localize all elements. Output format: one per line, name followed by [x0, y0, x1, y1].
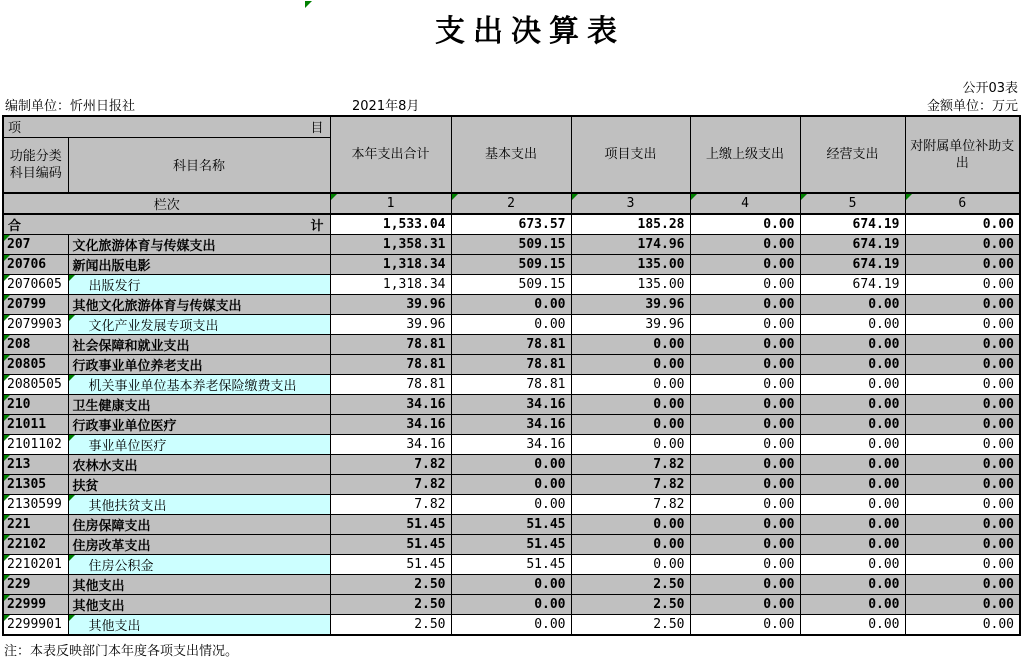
amount-cell: 0.00: [690, 375, 800, 395]
amount-cell: 0.00: [905, 315, 1020, 335]
amount-cell: 7.82: [330, 455, 451, 475]
amount-cell: 7.82: [571, 495, 690, 515]
subject-code: 207: [3, 235, 68, 255]
total-label-right: 计: [310, 219, 324, 234]
table-row: [3, 395, 1020, 415]
subject-code: 213: [3, 455, 68, 475]
amount-cell: 2.50: [571, 595, 690, 615]
amount-cell: 509.15: [451, 235, 571, 255]
amount-cell: 0.00: [905, 255, 1020, 275]
subject-name: 机关事业单位基本养老保险缴费支出: [68, 375, 330, 395]
amount-cell: 78.81: [451, 375, 571, 395]
amount-cell: 0.00: [690, 255, 800, 275]
table-row: [3, 255, 1020, 275]
amount-cell: 78.81: [330, 375, 451, 395]
amount-cell: 0.00: [800, 335, 905, 355]
column-header-upper-level: 上缴上级支出: [690, 116, 800, 193]
table-row: [3, 415, 1020, 435]
amount-cell: 34.16: [451, 415, 571, 435]
subject-code: 2080505: [3, 375, 68, 395]
code-header-line2: 科目编码: [9, 165, 62, 181]
subject-code: 20799: [3, 295, 68, 315]
amount-cell: 78.81: [451, 335, 571, 355]
amount-cell: 7.82: [571, 475, 690, 495]
amount-cell: 0.00: [905, 555, 1020, 575]
amount-cell: 0.00: [800, 435, 905, 455]
amount-cell: 0.00: [451, 315, 571, 335]
amount-cell: 0.00: [800, 595, 905, 615]
project-right-char: 目: [310, 121, 324, 136]
column-header-total: 本年支出合计: [330, 116, 451, 193]
amount-cell: 1,533.04: [330, 214, 451, 235]
amount-cell: 1,318.34: [330, 275, 451, 295]
amount-cell: 673.57: [451, 214, 571, 235]
column-header-operating: 经营支出: [800, 116, 905, 193]
amount-cell: 0.00: [800, 395, 905, 415]
subject-code: 229: [3, 575, 68, 595]
amount-cell: 51.45: [330, 515, 451, 535]
amount-cell: 0.00: [690, 555, 800, 575]
subject-name: 新闻出版电影: [68, 255, 330, 275]
amount-cell: 0.00: [690, 355, 800, 375]
amount-cell: 0.00: [800, 475, 905, 495]
amount-cell: 34.16: [330, 395, 451, 415]
amount-cell: 0.00: [690, 435, 800, 455]
amount-cell: 0.00: [800, 535, 905, 555]
amount-cell: 2.50: [330, 575, 451, 595]
subject-name: 扶贫: [68, 475, 330, 495]
amount-cell: 674.19: [800, 275, 905, 295]
amount-cell: 0.00: [905, 214, 1020, 235]
amount-cell: 0.00: [905, 515, 1020, 535]
amount-cell: 34.16: [330, 435, 451, 455]
amount-cell: 51.45: [330, 555, 451, 575]
amount-cell: 0.00: [690, 455, 800, 475]
lanci-number: 3: [571, 193, 690, 214]
table-code-label: 公开03表: [962, 81, 1018, 96]
amount-cell: 0.00: [690, 535, 800, 555]
amount-cell: 78.81: [330, 355, 451, 375]
amount-cell: 0.00: [690, 315, 800, 335]
subject-name: 行政事业单位医疗: [68, 415, 330, 435]
lanci-number: 2: [451, 193, 571, 214]
amount-cell: 0.00: [451, 615, 571, 636]
amount-cell: 185.28: [571, 214, 690, 235]
subject-code: 2070605: [3, 275, 68, 295]
amount-cell: 39.96: [571, 315, 690, 335]
column-header-subsidy: 对附属单位补助支出: [905, 116, 1020, 193]
subject-code: 21305: [3, 475, 68, 495]
header-row-lanci: [3, 193, 1020, 214]
amount-cell: 674.19: [800, 235, 905, 255]
error-marker-icon: [305, 1, 312, 8]
amount-cell: 0.00: [571, 515, 690, 535]
amount-cell: 0.00: [905, 355, 1020, 375]
amount-cell: 0.00: [905, 275, 1020, 295]
amount-cell: 0.00: [451, 295, 571, 315]
subject-code: 2101102: [3, 435, 68, 455]
amount-cell: 0.00: [690, 515, 800, 535]
amount-cell: 135.00: [571, 275, 690, 295]
amount-cell: 51.45: [330, 535, 451, 555]
total-row-label: [3, 214, 330, 235]
amount-cell: 2.50: [330, 615, 451, 636]
subject-name: 其他支出: [68, 575, 330, 595]
subject-name: 其他支出: [68, 615, 330, 636]
amount-cell: 0.00: [571, 395, 690, 415]
amount-cell: 0.00: [905, 475, 1020, 495]
subject-code: 2210201: [3, 555, 68, 575]
table-row: [3, 355, 1020, 375]
subject-name: 事业单位医疗: [68, 435, 330, 455]
amount-cell: 34.16: [451, 435, 571, 455]
amount-cell: 0.00: [451, 475, 571, 495]
table-row: [3, 455, 1020, 475]
subject-name: 住房改革支出: [68, 535, 330, 555]
amount-cell: 0.00: [571, 555, 690, 575]
amount-cell: 0.00: [905, 535, 1020, 555]
amount-cell: 7.82: [571, 455, 690, 475]
amount-cell: 0.00: [690, 395, 800, 415]
amount-cell: 0.00: [690, 335, 800, 355]
subject-code: 2079903: [3, 315, 68, 335]
amount-cell: 0.00: [571, 335, 690, 355]
table-row: [3, 295, 1020, 315]
amount-cell: 135.00: [571, 255, 690, 275]
table-row: [3, 495, 1020, 515]
compiling-unit-label: 编制单位：忻州日报社: [5, 99, 136, 114]
amount-cell: 0.00: [905, 395, 1020, 415]
table-row: [3, 555, 1020, 575]
subject-name: 其他支出: [68, 595, 330, 615]
column-header-project-expense: 项目支出: [571, 116, 690, 193]
amount-cell: 0.00: [905, 595, 1020, 615]
amount-cell: 0.00: [571, 435, 690, 455]
amount-cell: 0.00: [905, 335, 1020, 355]
amount-cell: 0.00: [451, 595, 571, 615]
lanci-number: 5: [800, 193, 905, 214]
table-row: [3, 435, 1020, 455]
amount-cell: 0.00: [905, 375, 1020, 395]
amount-cell: 51.45: [451, 515, 571, 535]
amount-cell: 78.81: [451, 355, 571, 375]
subject-name: 其他文化旅游体育与传媒支出: [68, 295, 330, 315]
page-title: 支出决算表: [435, 14, 625, 49]
subject-code: 20805: [3, 355, 68, 375]
amount-cell: 0.00: [571, 375, 690, 395]
subject-code: 2299901: [3, 615, 68, 636]
amount-cell: 0.00: [905, 235, 1020, 255]
lanci-number: 6: [905, 193, 1020, 214]
amount-cell: 0.00: [905, 575, 1020, 595]
amount-cell: 0.00: [800, 295, 905, 315]
amount-cell: 0.00: [905, 455, 1020, 475]
amount-cell: 0.00: [800, 355, 905, 375]
amount-cell: 51.45: [451, 555, 571, 575]
amount-cell: 0.00: [800, 495, 905, 515]
subject-name: 住房保障支出: [68, 515, 330, 535]
subject-name: 行政事业单位养老支出: [68, 355, 330, 375]
amount-cell: 0.00: [690, 275, 800, 295]
subject-code: 208: [3, 335, 68, 355]
amount-cell: 0.00: [905, 495, 1020, 515]
amount-cell: 7.82: [330, 495, 451, 515]
code-header-line1: 功能分类: [9, 148, 62, 164]
amount-cell: 0.00: [905, 415, 1020, 435]
amount-cell: 0.00: [690, 475, 800, 495]
table-row: [3, 615, 1020, 636]
amount-cell: 0.00: [800, 555, 905, 575]
amount-cell: 34.16: [451, 395, 571, 415]
subject-name: 其他扶贫支出: [68, 495, 330, 515]
subject-name-header: 科目名称: [68, 137, 330, 193]
amount-cell: 0.00: [905, 435, 1020, 455]
subject-name: 出版发行: [68, 275, 330, 295]
subject-name: 社会保障和就业支出: [68, 335, 330, 355]
amount-cell: 0.00: [800, 415, 905, 435]
amount-cell: 0.00: [690, 615, 800, 636]
amount-cell: 7.82: [330, 475, 451, 495]
amount-cell: 0.00: [690, 575, 800, 595]
table-row: [3, 315, 1020, 335]
subject-name: 卫生健康支出: [68, 395, 330, 415]
subject-code: 221: [3, 515, 68, 535]
table-row: [3, 595, 1020, 615]
amount-cell: 0.00: [690, 235, 800, 255]
amount-cell: 34.16: [330, 415, 451, 435]
project-left-char: 项: [8, 121, 22, 136]
amount-cell: 0.00: [905, 615, 1020, 636]
lanci-number: 4: [690, 193, 800, 214]
lanci-label: 栏次: [3, 193, 330, 214]
header-row-project: [3, 116, 1020, 137]
amount-cell: 674.19: [800, 255, 905, 275]
table-row: [3, 535, 1020, 555]
amount-cell: 1,318.34: [330, 255, 451, 275]
amount-cell: 0.00: [800, 515, 905, 535]
subject-code: 21011: [3, 415, 68, 435]
amount-cell: 0.00: [571, 415, 690, 435]
amount-cell: 0.00: [800, 575, 905, 595]
subject-name: 文化产业发展专项支出: [68, 315, 330, 335]
project-header-cell: [3, 116, 330, 137]
amount-cell: 0.00: [571, 355, 690, 375]
amount-cell: 1,358.31: [330, 235, 451, 255]
amount-cell: 2.50: [571, 575, 690, 595]
table-row: [3, 515, 1020, 535]
column-header-basic: 基本支出: [451, 116, 571, 193]
subject-code: 22102: [3, 535, 68, 555]
amount-cell: 0.00: [690, 595, 800, 615]
expenditure-table: [2, 115, 1021, 636]
amount-cell: 0.00: [800, 315, 905, 335]
report-date-label: 2021年8月: [352, 99, 420, 114]
amount-cell: 0.00: [690, 295, 800, 315]
table-row: [3, 335, 1020, 355]
total-label-left: 合: [8, 219, 22, 234]
code-column-header: [3, 137, 68, 193]
amount-cell: 0.00: [451, 455, 571, 475]
amount-cell: 509.15: [451, 275, 571, 295]
amount-cell: 0.00: [800, 455, 905, 475]
amount-cell: 0.00: [451, 495, 571, 515]
amount-cell: 0.00: [690, 415, 800, 435]
amount-unit-label: 金额单位：万元: [926, 99, 1018, 114]
subject-code: 210: [3, 395, 68, 415]
amount-cell: 174.96: [571, 235, 690, 255]
amount-cell: 2.50: [571, 615, 690, 636]
table-row: [3, 214, 1020, 235]
amount-cell: 51.45: [451, 535, 571, 555]
amount-cell: 78.81: [330, 335, 451, 355]
subject-name: 文化旅游体育与传媒支出: [68, 235, 330, 255]
subject-name: 农林水支出: [68, 455, 330, 475]
amount-cell: 2.50: [330, 595, 451, 615]
amount-cell: 509.15: [451, 255, 571, 275]
amount-cell: 0.00: [800, 615, 905, 636]
footnote: 注：本表反映部门本年度各项支出情况。: [4, 644, 239, 658]
amount-cell: 39.96: [571, 295, 690, 315]
amount-cell: 0.00: [905, 295, 1020, 315]
subject-code: 22999: [3, 595, 68, 615]
table-row: [3, 235, 1020, 255]
table-row: [3, 275, 1020, 295]
amount-cell: 0.00: [690, 214, 800, 235]
lanci-number: 1: [330, 193, 451, 214]
amount-cell: 674.19: [800, 214, 905, 235]
subject-code: 20706: [3, 255, 68, 275]
subject-code: 2130599: [3, 495, 68, 515]
amount-cell: 0.00: [571, 535, 690, 555]
table-row: [3, 375, 1020, 395]
amount-cell: 0.00: [690, 495, 800, 515]
amount-cell: 39.96: [330, 315, 451, 335]
table-row: [3, 575, 1020, 595]
amount-cell: 0.00: [800, 375, 905, 395]
amount-cell: 0.00: [451, 575, 571, 595]
table-row: [3, 475, 1020, 495]
amount-cell: 39.96: [330, 295, 451, 315]
subject-name: 住房公积金: [68, 555, 330, 575]
